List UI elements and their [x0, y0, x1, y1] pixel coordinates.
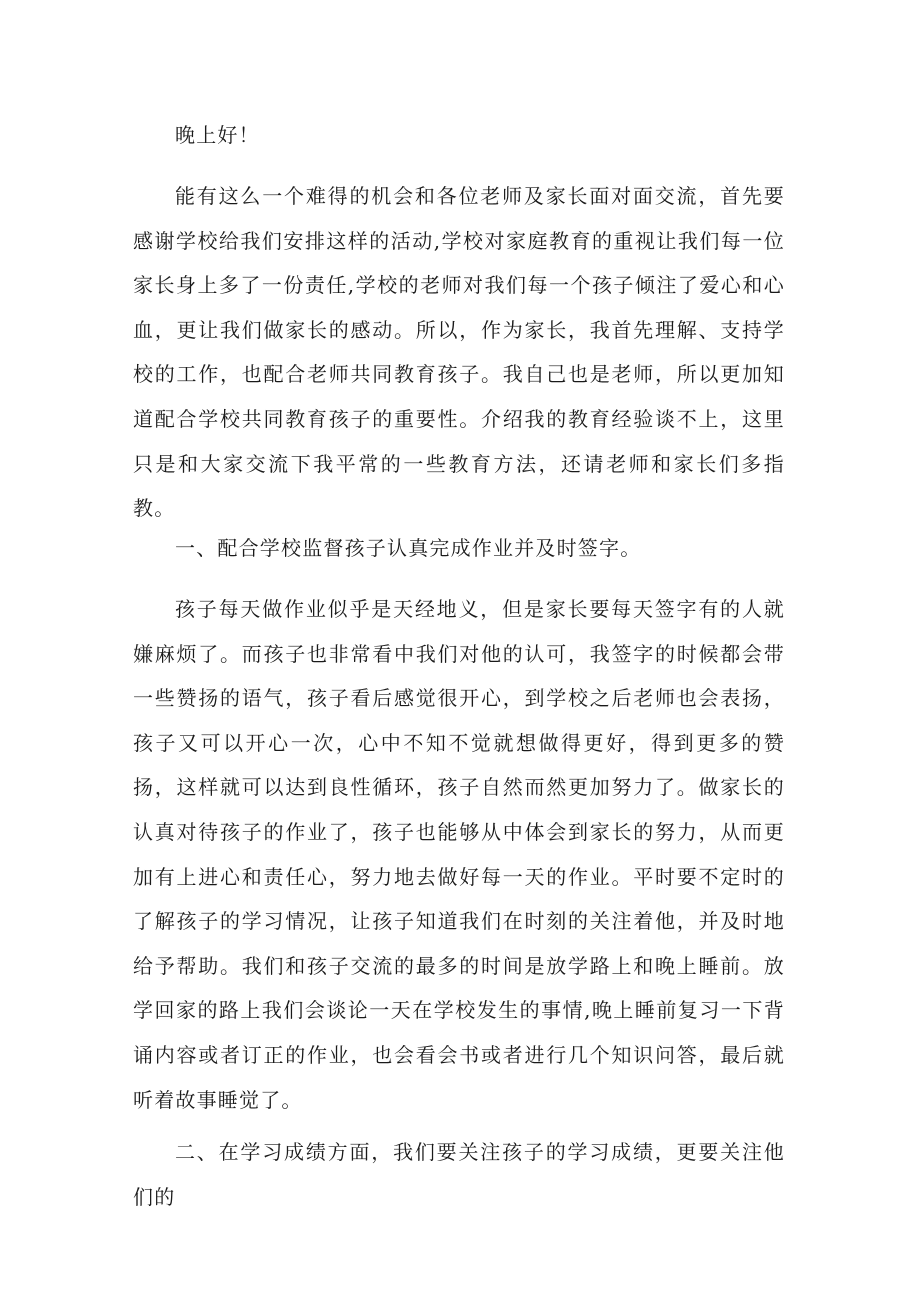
greeting-text: 晚上好！: [175, 123, 260, 147]
section-heading-1: 一、配合学校监督孩子认真完成作业并及时签字。: [175, 536, 642, 560]
intro-paragraph: 能有这么一个难得的机会和各位老师及家长面对面交流，首先要感谢学校给我们安排这样的活动,学校对家庭教育的重视让我们每一位家长身上多了一份责任,学校的老师对我们每一个孩子倾注了爱心和心血，更让我们做家长的感动。所以，作为家长，我首先理解、支持学校的工作，也配合老师共同教育孩子。我自己也是老师，所以更加知道配合学校共同教育孩子的重要性。介绍我的教育经验谈不上，这里只是和大家交流下我平常的一些教育方法，还请老师和家长们多指教。: [133, 184, 785, 521]
section-1-paragraph: 孩子每天做作业似乎是天经地义，但是家长要每天签字有的人就嫌麻烦了。而孩子也非常看中我们对他的认可，我签字的时候都会带一些赞扬的语气，孩子看后感觉很开心，到学校之后老师也会表扬，孩子又可以开心一次，心中不知不觉就想做得更好，得到更多的赞扬，这样就可以达到良性循环，孩子自然而然更加努力了。做家长的认真对待孩子的作业了，孩子也能够从中体会到家长的努力，从而更加有上进心和责任心，努力地去做好每一天的作业。平时要不定时的了解孩子的学习情况，让孩子知道我们在时刻的关注着他，并及时地给予帮助。我们和孩子交流的最多的时间是放学路上和晚上睡前。放学回家的路上我们会谈论一天在学校发生的事情,晚上睡前复习一下背诵内容或者订正的作业，也会看会书或者进行几个知识问答，最后就听着故事睡觉了。: [133, 597, 785, 1112]
section-heading-2: 二、在学习成绩方面，我们要关注孩子的学习成绩，更要关注他们的: [133, 1140, 785, 1209]
